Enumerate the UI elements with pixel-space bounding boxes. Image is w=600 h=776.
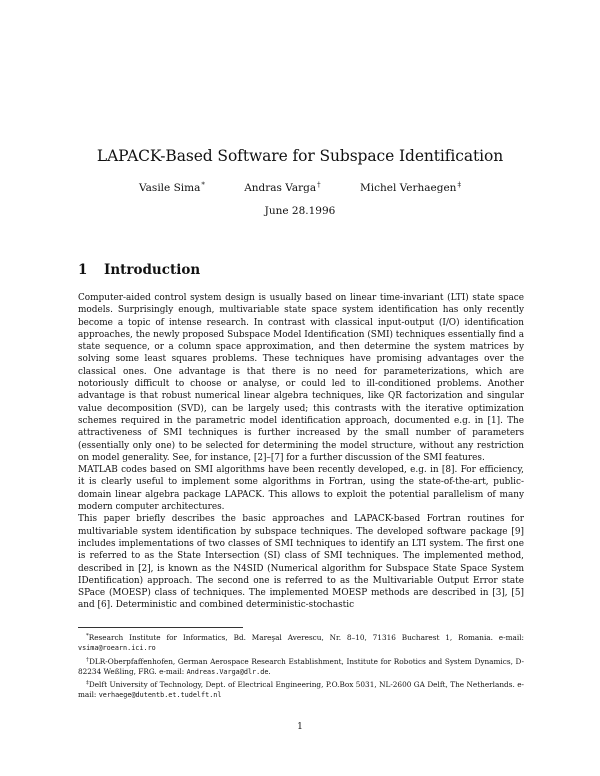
paper-date: June 28.1996	[264, 205, 336, 217]
footnote-text: Research Institute for Informatics, Bd. Mareşal Averescu, Nr. 8–10, 71316 Bucharest 1, Romania. e-mail:	[88, 633, 524, 642]
author-3	[360, 181, 461, 194]
footnote	[78, 631, 524, 654]
footnotes	[78, 631, 524, 702]
footnote-text: Delft University of Technology, Dept. of Electrical Engineering, P.O.Box 5031, NL-2600 GA Delft, The Netherlands. e-mail:	[78, 680, 525, 700]
body-text	[78, 292, 524, 612]
author-name: Vasile Sima	[139, 182, 201, 194]
author-list	[0, 181, 600, 194]
author-name: Andras Varga	[244, 182, 317, 194]
footnote-mark: *	[86, 633, 89, 639]
author-1	[139, 181, 205, 194]
footnote-divider	[78, 627, 243, 628]
author-2	[244, 181, 320, 194]
paragraph: This paper briefly describes the basic approaches and LAPACK-based Fortran routines for multivariable system identification by subspace techniques. The developed software package [9] includes implementations of two classes of SMI techniques to identify an LTI system. The first one is referred to as the State Intersection (SI) class of SMI techniques. The implemented method, described in [2], is known as the N4SID (Numerical algorithm for Subspace State Space System IDentification) approach. The second one is referred to as the Multivariable Output Error state SPace (MOESP) class of techniques. The implemented MOESP methods are described in [3], [5] and [6]. Deterministic and combined deterministic-stochastic	[78, 514, 524, 611]
footnote-text: DLR-Oberpfaffenhofen, German Aerospace Research Establishment, Institute for Robotics and System Dynamics, D-82234 Weßling, FRG. e-mail:	[78, 656, 524, 676]
email-address[interactable]: verhaege@dutentb.et.tudelft.nl	[98, 691, 222, 700]
page-number: 1	[297, 722, 303, 732]
section-title: Introduction	[104, 262, 201, 278]
email-address[interactable]: Andreas.Varga@dlr.de	[186, 667, 269, 676]
footnote-mark: *	[201, 181, 205, 189]
section-number: 1	[78, 262, 88, 278]
paragraph: MATLAB codes based on SMI algorithms have been recently developed, e.g. in [8]. For efficiency, it is clearly useful to implement some algorithms in Fortran, using the state-of-the-art, public-domain linear algebra package LAPACK. This allows to exploit the potential parallelism of many modern computer architectures.	[78, 465, 524, 513]
footnote-mark: †	[317, 181, 321, 189]
author-name: Michel Verhaegen	[360, 182, 457, 194]
footnote	[78, 655, 524, 678]
section-heading	[78, 262, 200, 278]
footnote-text-end: .	[268, 666, 271, 676]
paper-title: LAPACK-Based Software for Subspace Identification	[96, 147, 504, 165]
paragraph: Computer-aided control system design is usually based on linear time-invariant (LTI) state space models. Surprisingly enough, multivariable state space system identification has only recently become a topic of intense research. In contrast with classical input-output (I/O) identification approaches, the newly proposed Subspace Model Identification (SMI) techniques essentially find a state sequence, or a column space approximation, and then determine the system matrices by solving some least squares problems. These techniques have promising advantages over the classical ones. One advantage is that there is no need for parameterizations, which are notoriously difficult to choose or analyse, or could led to ill-conditioned problems. Another advantage is that robust numerical linear algebra techniques, like QR factorization and singular value decomposition (SVD), can be largely used; this contrasts with the iterative optimization schemes required in the parametric model identification approach, documented e.g. in [1]. The attractiveness of SMI techniques is further increased by the small number of parameters (essentially only one) to be selected for determining the model structure, without any restriction on model generality. See, for instance, [2]–[7] for a further discussion of the SMI features.	[78, 293, 524, 463]
footnote-mark: ‡	[86, 680, 89, 687]
footnote-mark: ‡	[457, 181, 461, 189]
footnote	[78, 678, 524, 701]
footnote-mark: †	[86, 656, 90, 663]
email-address[interactable]: vsima@roearn.ici.ro	[78, 644, 156, 653]
